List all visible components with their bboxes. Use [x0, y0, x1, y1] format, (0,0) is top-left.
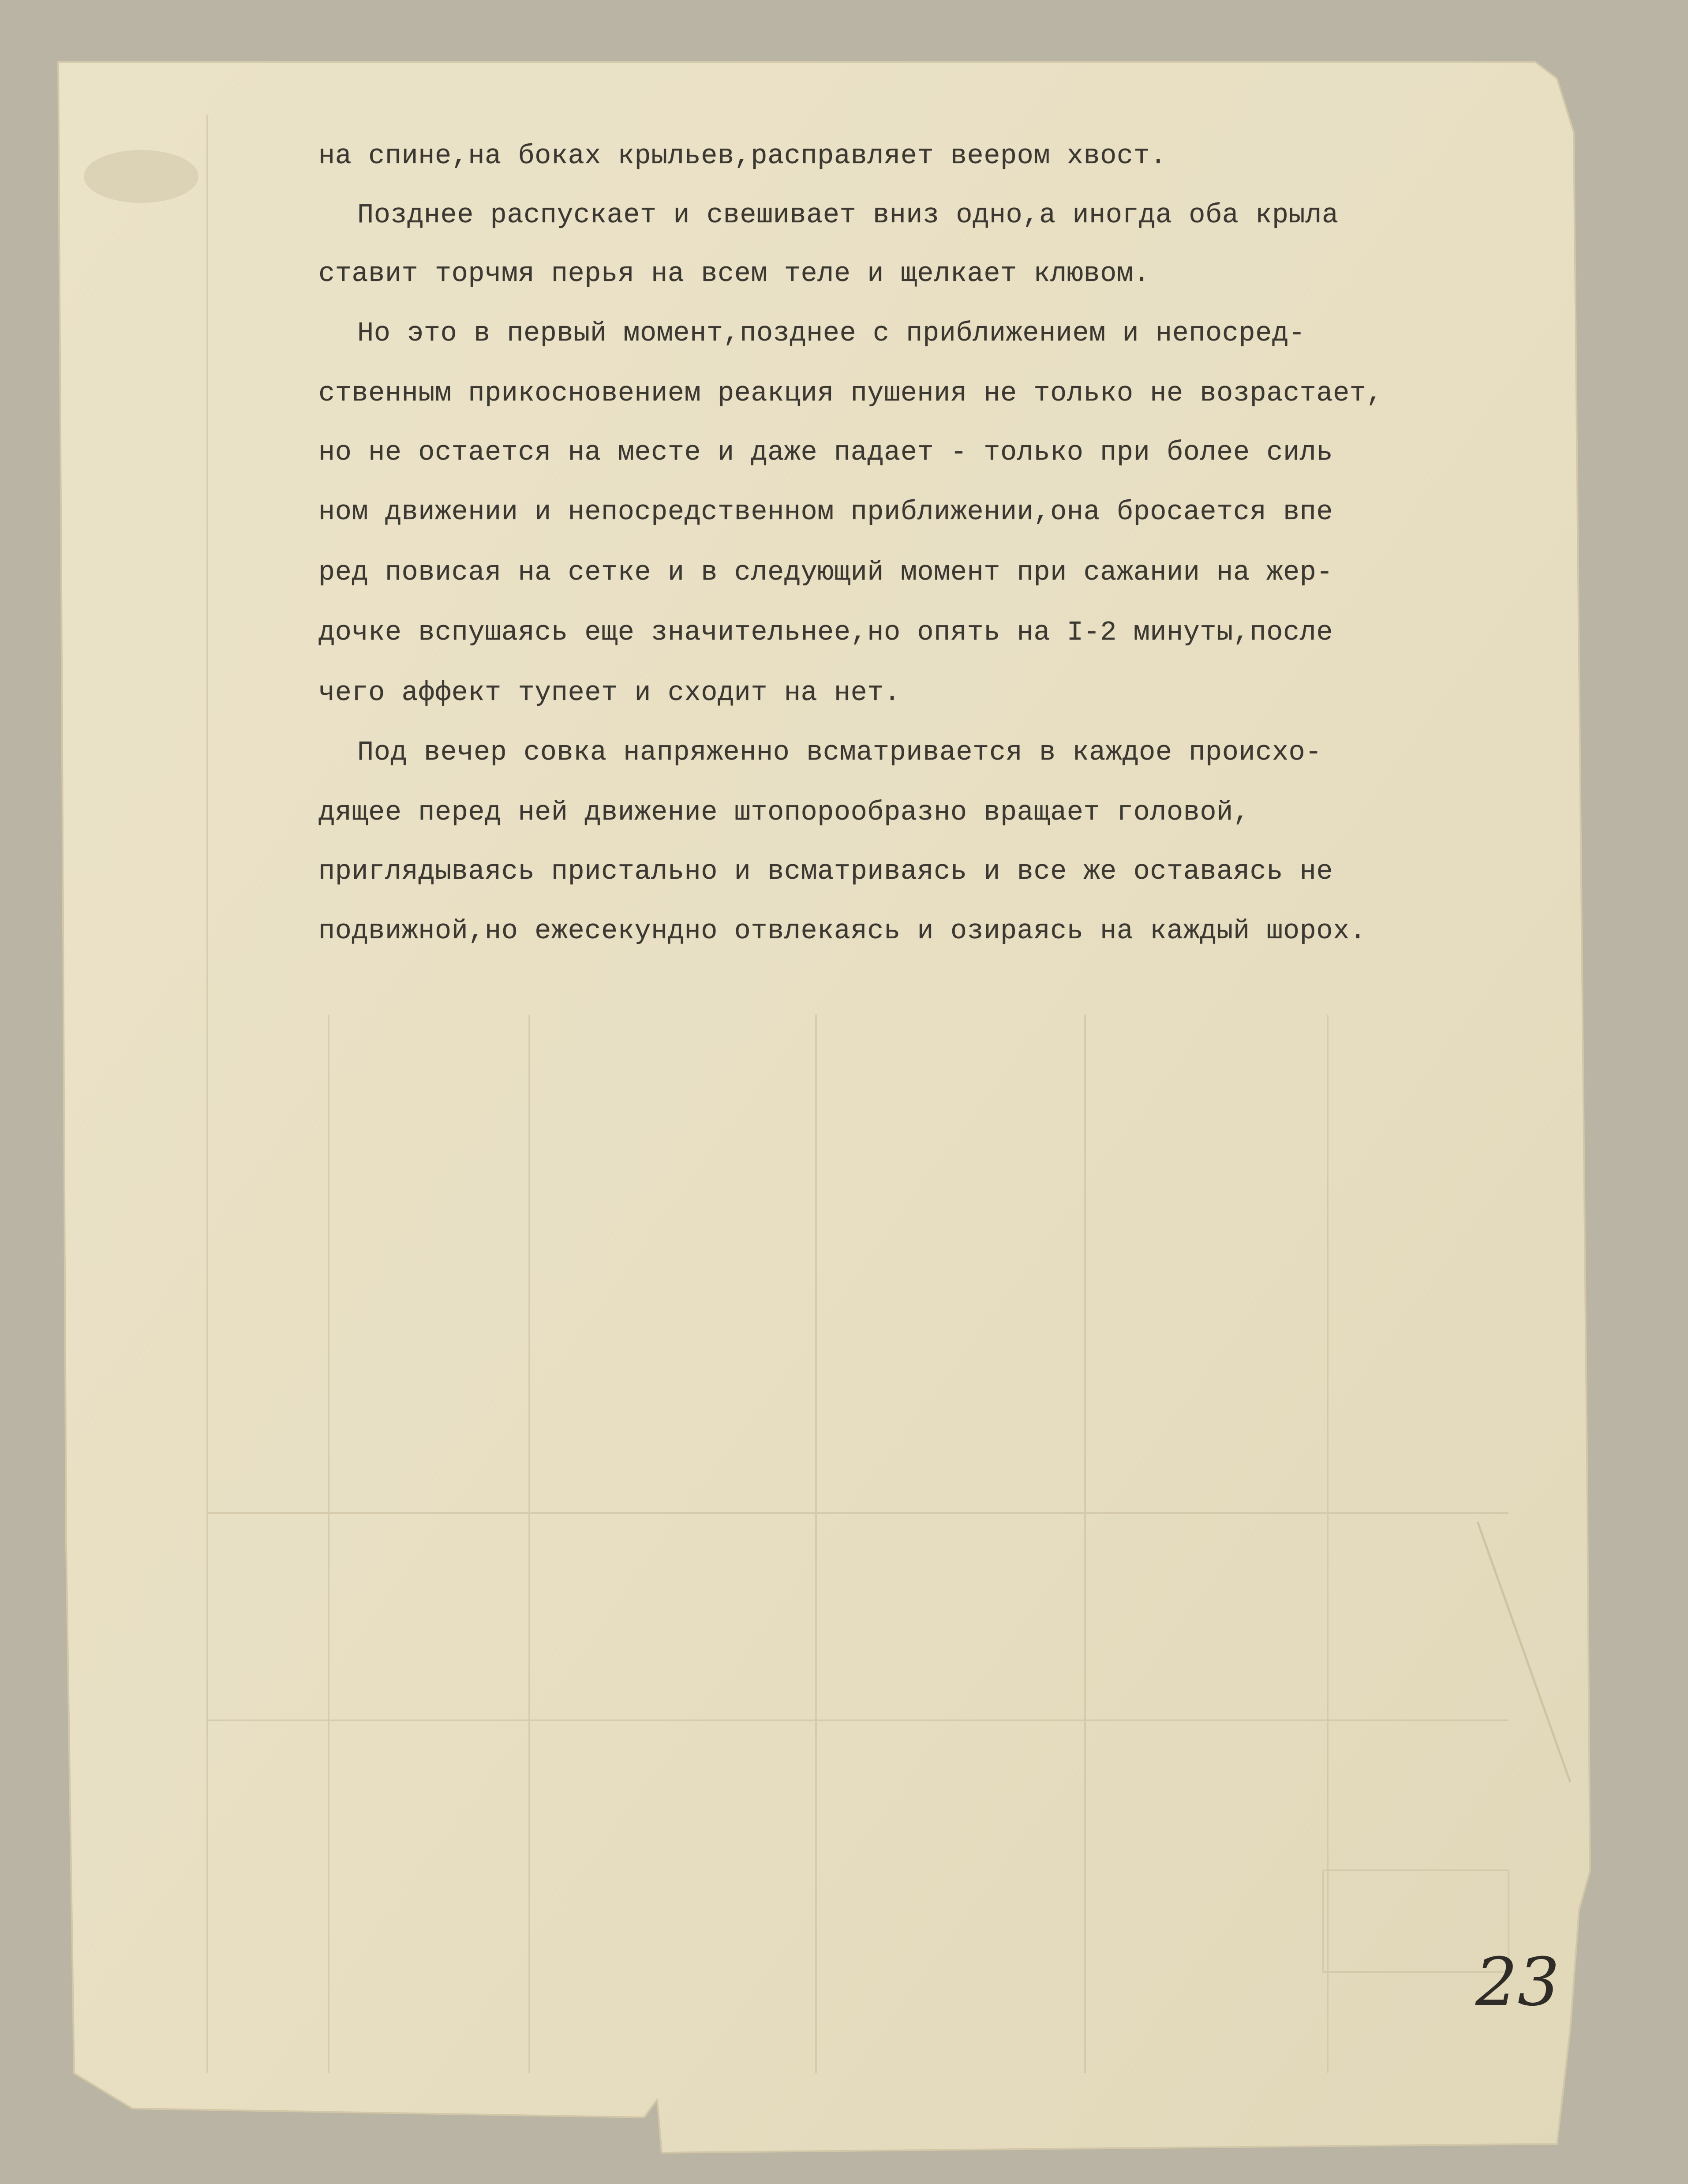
text-line-5: ственным прикосновением реакция пушения не только не возрастает, — [318, 378, 1383, 409]
handwritten-page-number: 23 — [1475, 1944, 1560, 2021]
text-line-6: но не остается на месте и даже падает - только при более силь — [318, 437, 1333, 468]
text-line-3: ставит торчмя перья на всем теле и щелкает клювом. — [318, 258, 1150, 289]
text-line-14: подвижной,но ежесекундно отвлекаясь и озираясь на каждый шорох. — [318, 915, 1366, 947]
ink-smudge — [84, 150, 198, 203]
text-line-1: на спине,на боках крыльев,расправляет веером хвост. — [318, 140, 1167, 172]
text-line-11: Под вечер совка напряженно всматривается в каждое происхо- — [357, 737, 1322, 768]
text-line-9: дочке вспушаясь еще значительнее,но опять на I-2 минуты,после — [318, 617, 1333, 648]
text-line-10: чего аффект тупеет и сходит на нет. — [318, 677, 901, 708]
paper-body — [58, 62, 1590, 2153]
text-line-12: дящее перед ней движение штопорообразно вращает головой, — [318, 797, 1250, 828]
text-line-2: Позднее распускает и свешивает вниз одно,а иногда оба крыла — [357, 199, 1339, 231]
text-line-4: Но это в первый момент,позднее с приближением и непосред- — [357, 318, 1306, 349]
text-line-7: ном движении и непосредственном приближении,она бросается впе — [318, 496, 1333, 528]
text-line-13: приглядываясь пристально и всматриваясь и все же оставаясь не — [318, 856, 1333, 887]
text-line-8: ред повисая на сетке и в следующий момент при сажании на жер- — [318, 557, 1333, 588]
